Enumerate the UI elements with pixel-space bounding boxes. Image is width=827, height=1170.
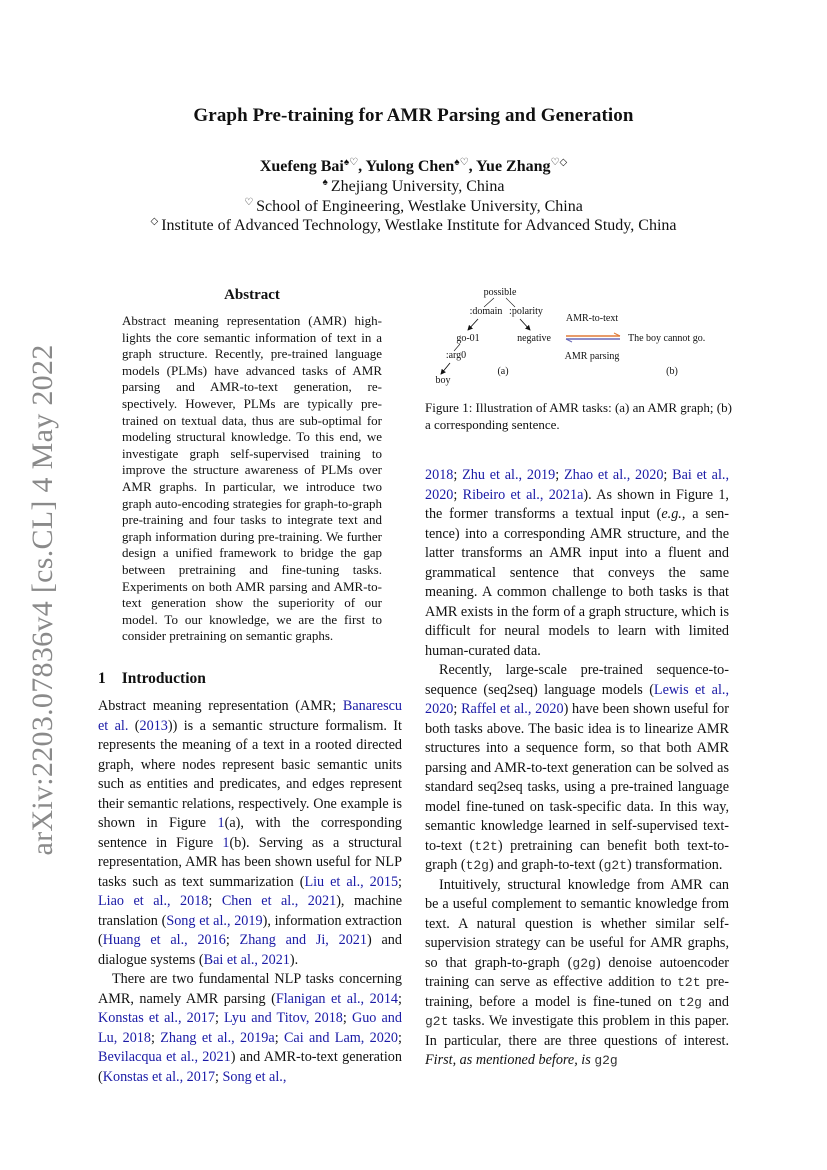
code-term: t2t [677, 975, 701, 990]
citation-link[interactable]: 2013 [139, 717, 168, 734]
citation-link[interactable]: Lewis et al., 2020 [425, 681, 729, 717]
section-heading [98, 670, 206, 688]
citation-link[interactable]: Konstas et al., 2017 [102, 1068, 216, 1085]
body-text: ; [398, 873, 402, 890]
paper-title: Graph Pre-training for AMR Parsing and Generation [193, 105, 634, 126]
affiliation-text: Institute of Advanced Technology, Westlake Institute for Advanced Study, China [161, 217, 677, 234]
amr-edge-arg0: :arg0 [445, 350, 467, 361]
code-term: t2t [474, 838, 498, 854]
body-text: ) and dialogue systems ( [98, 932, 402, 968]
author-affil-marks: ♠♡ [343, 157, 359, 168]
body-text: (b). Serving as a structural representation, AMR has been shown useful for NLP tasks such as text summarization ( [98, 834, 402, 890]
body-text: ; [663, 467, 673, 483]
affiliation-mark: ♠ [322, 177, 328, 188]
citation-link[interactable]: 1 [217, 815, 225, 831]
body-text: ), information extraction ( [98, 912, 402, 948]
citation-link[interactable]: 2018 [425, 467, 454, 483]
body-text: ) transformation. [627, 857, 723, 873]
left-column [98, 697, 402, 1087]
body-text: ; [453, 701, 462, 717]
body-text: ; [453, 467, 463, 483]
body-text: ) have been shown useful for both tasks above. The basic idea is to linearize AMR structures into a sequence form, so that both AMR parsing and AMR-to-text generation can be solved as standard seq2seq tasks, using a pre-trained language model fine-tuned on task-specific data. In this way, semantic knowledge learned in self-supervised text-to-text ( [425, 701, 729, 854]
citation-link[interactable]: Guo and Lu, 2018 [98, 1010, 402, 1046]
arxiv-stamp-text: arXiv:2203.07836v4 [cs.CL] 4 May 2022 [26, 344, 59, 856]
emphasis-text: First, as mentioned before, is [425, 1052, 595, 1068]
amr-node-possible: possible [483, 287, 517, 298]
code-term: t2g [465, 858, 489, 873]
amr-node-negative: negative [517, 333, 551, 344]
body-text: Recently, large-scale pre-trained sequence-to-sequence (seq2seq) language models ( [425, 662, 729, 698]
body-text: Abstract meaning representation (AMR; [98, 698, 343, 714]
body-text: ). As shown in Figure 1, the former transforms a textual input ( [425, 486, 729, 522]
paragraph [425, 466, 729, 661]
body-text: ) pretraining can benefit both text-to-graph ( [425, 837, 730, 873]
citation-link[interactable]: Cai and Lam, 2020 [283, 1029, 399, 1046]
amr-node-boy: boy [435, 375, 451, 386]
section-number: 1 [98, 670, 106, 687]
citation-link[interactable]: Zhu et al., 2019 [462, 467, 556, 483]
figure-caption: Figure 1: Illustration of AMR tasks: (a) an AMR graph; (b) a corresponding sentence. [425, 400, 732, 432]
citation-link[interactable]: Lyu and Titov, 2018 [224, 1010, 343, 1026]
paragraph [98, 697, 402, 970]
body-text: There are two fundamental NLP tasks concerning AMR, namely AMR parsing ( [98, 971, 402, 1007]
body-text: ; [555, 467, 564, 483]
author-affil-marks: ♡◇ [550, 157, 568, 168]
body-text: and [701, 993, 729, 1010]
body-text: ). [289, 951, 299, 968]
figure-1 [420, 282, 740, 392]
body-text: )) is a semantic structure formalism. It represents the meaning of a text in a rooted directed graph, where nodes represent basic semantic units such as entities and predicates, and edges represent their semantic relations, respectively. One example is shown in Figure [98, 717, 402, 831]
abstract-body: Abstract meaning representation (AMR) highlights the core semantic information of text in a graph structure. Recently, pre-trained language models (PLMs) have advanced tasks of AMR parsing and AMR-to-text generation, respectively. However, PLMs are typically pretrained on textual data, thus are sub-optimal for modeling structural knowledge. To this end, we investigate graph self-supervised training to improve the structure awareness of PLMs over AMR graphs. In particular, we introduce two graph auto-encoding strategies for graph-to-graph pre-training and four tasks to integrate text and graph information during pre-training. We further design a unified framework to bridge the gap between pretraining and fine-tuning tasks. Experiments on both AMR parsing and AMR-to-text generation show the superiority of our model. To our knowledge, we are the first to consider pretraining on semantic graphs. [122, 313, 382, 644]
body-text: (a), with the corresponding sentence in Figure [98, 815, 403, 851]
body-text: ; [214, 1010, 225, 1026]
citation-link[interactable]: Zhang et al., 2019a [160, 1029, 275, 1046]
affiliation [0, 197, 827, 216]
author-name: Xuefeng Bai [259, 158, 344, 175]
paragraph [425, 661, 729, 876]
citation-link[interactable]: Liu et al., 2015 [304, 873, 399, 890]
paragraph [425, 876, 729, 1071]
citation-link[interactable]: Zhao et al., 2020 [563, 467, 664, 483]
section-title: Introduction [121, 670, 206, 687]
citation-link[interactable]: Bai et al., 2021 [203, 951, 290, 968]
citation-link[interactable]: Banarescu et al. [98, 698, 402, 734]
body-text: ; [453, 486, 463, 503]
body-text: ), machine translation ( [98, 893, 402, 929]
code-term: g2t [603, 858, 628, 873]
body-text: ) denoise autoencoder training can serve as effective addition to [425, 954, 729, 990]
citation-link[interactable]: Bevilacqua et al., 2021 [98, 1049, 231, 1065]
amr-node-go: go-01 [456, 333, 480, 344]
body-text: ; [274, 1029, 284, 1046]
affiliation-text: School of Engineering, Westlake University, China [256, 198, 583, 215]
body-text: ; [208, 893, 222, 909]
arxiv-stamp [20, 344, 66, 856]
citation-link[interactable]: Konstas et al., 2017 [98, 1010, 215, 1026]
citation-link[interactable]: Song et al., [222, 1068, 287, 1085]
abstract-heading: Abstract [224, 287, 280, 303]
paragraph [98, 970, 402, 1087]
figure-label-b: (b) [666, 366, 678, 377]
code-term: g2t [425, 1014, 449, 1029]
affiliation-mark: ♡ [244, 197, 254, 208]
amr-edge-domain: :domain [469, 306, 503, 317]
figure-label-a: (a) [497, 366, 509, 377]
body-text: ) and graph-to-text ( [488, 857, 604, 873]
author-affil-marks: ♠♡ [454, 157, 469, 168]
body-text: ; [151, 1029, 161, 1046]
body-text: ( [128, 717, 140, 734]
amr-arrow-polarity [520, 319, 530, 330]
affiliation-text: Zhejiang University, China [330, 178, 505, 195]
body-text: ; [215, 1068, 223, 1085]
body-text: ; [398, 1029, 402, 1046]
body-text: pre-training, before a model is fine-tuned on [425, 974, 730, 1010]
citation-link[interactable]: 1 [222, 834, 230, 851]
citation-link[interactable]: Zhang and Ji, 2021 [239, 932, 367, 948]
body-text: tasks. We investigate this problem in this paper. In particular, there are three questions of interest. [425, 1013, 729, 1049]
code-term: g2g [594, 1053, 618, 1068]
author-name: Yulong Chen [365, 158, 455, 175]
code-term: g2g [572, 955, 596, 971]
body-text: ) and AMR-to-text generation ( [98, 1049, 402, 1085]
figure-sentence: The boy cannot go. [628, 333, 706, 344]
citation-link[interactable]: Ribeiro et al., 2021a [462, 486, 584, 503]
body-text: Intuitively, structural knowledge from AMR can be a useful complement to semantic knowledge from text. A natural question is whether similar self-supervision strategy can be useful for AMR graphs, so that graph-to-graph ( [425, 876, 729, 971]
citation-link[interactable]: Bai et al., 2020 [425, 467, 729, 503]
affiliation [0, 177, 827, 196]
author-list: Xuefeng Bai♠♡, Yulong Chen♠♡, Yue Zhang♡◇ [259, 157, 568, 175]
emphasis-text: e.g. [661, 506, 682, 522]
author-name: Yue Zhang [475, 158, 551, 175]
arrow-label-amr-to-text: AMR-to-text [565, 313, 619, 324]
body-text: ; [342, 1010, 352, 1026]
citation-link[interactable]: Song et al., 2019 [166, 912, 263, 929]
body-text: ; [225, 932, 240, 948]
body-text: , a sentence) into a corresponding AMR structure, and the latter transforms an AMR input into a fluent and grammatical sentence that conveys the same meaning. A common challenge to both tasks is that AMR exists in the form of a graph structure, which is difficult for neural models to learn with limited human-curated data. [425, 506, 729, 659]
citation-link[interactable]: Liao et al., 2018 [98, 893, 209, 909]
amr-edge-polarity: :polarity [509, 306, 543, 317]
code-term: t2g [678, 994, 702, 1010]
arrow-label-amr-parsing: AMR parsing [564, 351, 620, 362]
citation-link[interactable]: Raffel et al., 2020 [461, 701, 564, 717]
citation-link[interactable]: Chen et al., 2021 [221, 893, 337, 909]
citation-link[interactable]: Huang et al., 2016 [102, 932, 226, 948]
right-column [425, 466, 729, 1071]
affiliation-mark: ◇ [150, 216, 159, 227]
amr-arrow-domain [468, 319, 478, 330]
affiliation [0, 216, 827, 235]
body-text: ; [398, 990, 402, 1007]
citation-link[interactable]: Flanigan et al., 2014 [275, 990, 399, 1007]
amr-arrow-arg0 [441, 363, 450, 374]
